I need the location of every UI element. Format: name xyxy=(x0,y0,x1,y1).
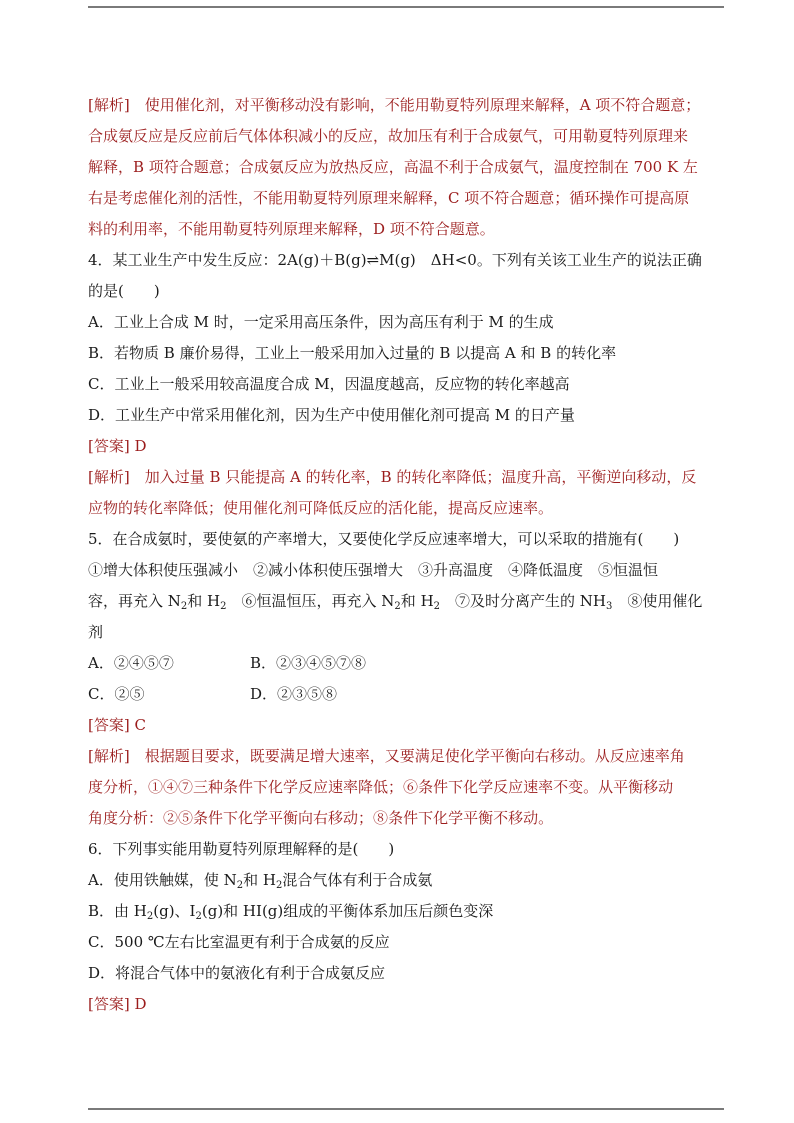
measures-line xyxy=(88,586,724,617)
analysis-line xyxy=(88,803,724,834)
answer: [答案] C xyxy=(88,716,146,734)
option-d: D．②③⑤⑧ xyxy=(250,685,338,703)
analysis-line: [解析] 根据题目要求，既要满足增大速率，又要满足使化学平衡向右移动。从反应速率角 xyxy=(88,747,685,765)
text: 度分析， xyxy=(88,778,149,796)
analysis-q3 xyxy=(88,90,724,245)
answer: [答案] D xyxy=(88,995,147,1013)
analysis-line: 料的利用率，不能用勒夏特列原理来解释，D 项不符合题意。 xyxy=(88,220,495,238)
option-b: B．②③④⑤⑦⑧ xyxy=(250,654,367,672)
option-c: C．500 ℃左右比室温更有利于合成氨的反应 xyxy=(88,933,390,951)
subscript: 2 xyxy=(236,880,244,891)
subscript: 2 xyxy=(195,911,202,922)
subscript: 2 xyxy=(180,601,188,612)
measures-line: ①增大体积使压强减小 ②减小体积使压强增大 ③升高温度 ④降低温度 ⑤恒温恒 xyxy=(88,561,659,579)
question-stem: 6．下列事实能用勒夏特列原理解释的是( ) xyxy=(88,840,395,858)
document-body xyxy=(88,90,724,1020)
subscript: 2 xyxy=(394,601,401,612)
question-4 xyxy=(88,245,724,524)
option-a xyxy=(88,865,724,896)
page-top-rule xyxy=(88,6,724,8)
option-b: B．若物质 B 廉价易得，工业上一般采用加入过量的 B 以提高 A 和 B 的转化率 xyxy=(88,344,617,362)
analysis-line: 合成氨反应是反应前后气体体积减小的反应，故加压有利于合成氨气，可用勒夏特列原理来 xyxy=(88,127,689,145)
text: A．使用铁触媒，使 N xyxy=(88,871,237,889)
circled-numbers: ②⑤ xyxy=(163,809,194,827)
question-stem: 的是( ) xyxy=(88,282,160,300)
circled-numbers: ⑥ xyxy=(403,778,419,796)
text: 条件下化学反应速率不变。从平衡移动 xyxy=(418,778,674,796)
question-6 xyxy=(88,834,724,1020)
answer: [答案] D xyxy=(88,437,147,455)
text: B．由 H xyxy=(88,902,147,920)
option-d: D．工业生产中常采用催化剂，因为生产中使用催化剂可提高 M 的日产量 xyxy=(88,406,575,424)
analysis-line: [解析] 使用催化剂，对平衡移动没有影响，不能用勒夏特列原理来解释，A 项不符合题意； xyxy=(88,96,701,114)
subscript: 3 xyxy=(606,601,613,612)
analysis-line: 右是考虑催化剂的活性，不能用勒夏特列原理来解释，C 项不符合题意；循环操作可提高原 xyxy=(88,189,690,207)
text: 和 H xyxy=(187,592,221,610)
option-c: C．工业上一般采用较高温度合成 M，因温度越高，反应物的转化率越高 xyxy=(88,375,570,393)
circled-numbers: ①④⑦ xyxy=(148,778,194,796)
text: 混合气体有利于合成氨 xyxy=(282,871,433,889)
text: 三种条件下化学反应速率降低； xyxy=(193,778,404,796)
text: (g)和 HI(g)组成的平衡体系加压后颜色变深 xyxy=(201,902,494,920)
measures-line: 剂 xyxy=(88,623,104,641)
text: 条件下化学平衡向右移动； xyxy=(193,809,374,827)
option-c: C．②⑤ xyxy=(88,685,145,703)
text: 和 H xyxy=(400,592,434,610)
text: 和 H xyxy=(243,871,276,889)
text: 角度分析： xyxy=(88,809,164,827)
subscript: 2 xyxy=(433,601,441,612)
option-a: A．工业上合成 M 时，一定采用高压条件，因为高压有利于 M 的生成 xyxy=(88,313,554,331)
option-b xyxy=(88,896,724,927)
subscript: 2 xyxy=(146,911,154,922)
option-row xyxy=(88,679,724,710)
text: (g)、I xyxy=(153,902,196,920)
question-stem: 5．在合成氨时，要使氨的产率增大，又要使化学反应速率增大，可以采取的措施有( ) xyxy=(88,530,680,548)
text: ⑧使用催化 xyxy=(627,592,703,610)
analysis-line: [解析] 加入过量 B 只能提高 A 的转化率，B 的转化率降低；温度升高，平衡逆向移动，反 xyxy=(88,468,697,486)
text: ⑦及时分离产生的 NH xyxy=(440,592,607,610)
page-bottom-rule xyxy=(88,1108,724,1110)
option-row xyxy=(88,648,724,679)
analysis-line: 解释，B 项符合题意；合成氨反应为放热反应，高温不利于合成氨气，温度控制在 700 K 左 xyxy=(88,158,698,176)
text: 容，再充入 N xyxy=(88,592,181,610)
subscript: 2 xyxy=(275,880,283,891)
option-d: D．将混合气体中的氨液化有利于合成氨反应 xyxy=(88,964,386,982)
question-stem: 4．某工业生产中发生反应：2A(g)＋B(g)⇌M(g) ΔH<0。下列有关该工业生产的说法正确 xyxy=(88,251,702,269)
analysis-line xyxy=(88,772,724,803)
question-5 xyxy=(88,524,724,834)
analysis-line: 应物的转化率降低；使用催化剂可降低反应的活化能，提高反应速率。 xyxy=(88,499,554,517)
text: 条件下化学平衡不移动。 xyxy=(388,809,554,827)
subscript: 2 xyxy=(220,601,227,612)
circled-numbers: ⑧ xyxy=(373,809,389,827)
text: ⑥恒温恒压，再充入 N xyxy=(226,592,395,610)
option-a: A．②④⑤⑦ xyxy=(88,654,174,672)
